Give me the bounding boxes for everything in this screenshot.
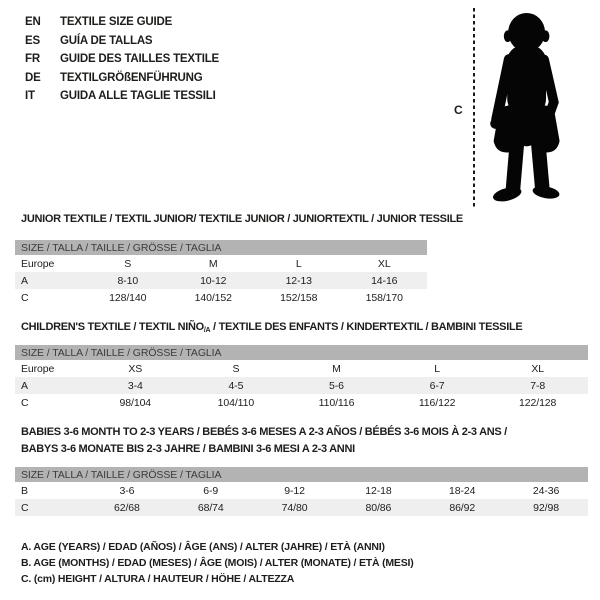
language-code: IT [25,90,35,102]
language-label: TEXTILE SIZE GUIDE [60,16,173,28]
age-cell: 4-5 [228,379,244,392]
size-cell: S [124,257,132,270]
age-cell: 12-13 [285,274,312,287]
footnote-a: A. AGE (YEARS) / EDAD (AÑOS) / ÂGE (ANS) / ALTER (JAHRE) / ETÀ (ANNI) [21,541,385,553]
babies-title-line1: BABIES 3-6 MONTH TO 2-3 YEARS / BEBÉS 3-6 MESES A 2-3 AÑOS / BÉBÉS 3-6 MOIS À 2-3 ANS / [21,426,507,438]
language-code: DE [25,71,41,84]
babies-size-table [15,467,588,516]
age-cell: 10-12 [200,274,227,287]
height-cell: 116/122 [418,396,456,409]
size-cell: S [232,362,240,375]
age-cell: 7-8 [530,379,546,392]
language-row-fr [25,50,219,69]
height-cell: 86/92 [449,501,476,514]
height-cell: 158/170 [365,291,403,304]
language-code: ES [25,34,40,47]
title-text: CHILDREN'S TEXTILE / TEXTIL NIÑO [21,321,204,333]
age-cell: 24-36 [532,484,560,497]
footnote-legend [21,539,414,587]
children-table-title [21,321,522,334]
size-cell: XL [377,257,391,270]
height-measure-label: C [454,103,463,117]
age-cell: 6-9 [203,484,219,497]
language-row-en [25,13,219,32]
row-label: Europe [21,257,55,270]
age-cell: 5-6 [329,379,344,392]
table-row-europe [15,360,588,377]
size-header-row: SIZE / TALLA / TAILLE / GRÖSSE / TAGLIA [15,345,588,360]
title-text: / TEXTILE DES ENFANTS / KINDERTEXTIL / BAMBINI TESSILE [210,321,523,333]
footnote-b: B. AGE (MONTHS) / EDAD (MESES) / ÂGE (MOIS) / ALTER (MONATE) / ETÀ (MESI) [21,557,414,569]
age-cell: 8-10 [117,274,139,287]
size-cell: XS [128,362,143,375]
size-cell: M [332,362,341,375]
language-label: GUIDE DES TAILLES TEXTILE [60,53,219,65]
junior-size-table [15,240,427,306]
age-cell: 12-18 [365,484,392,497]
age-cell: 3-6 [119,484,135,497]
language-label: TEXTILGRÖßENFÜHRUNG [60,71,203,84]
language-row-es [25,32,219,51]
size-header-row: SIZE / TALLA / TAILLE / GRÖSSE / TAGLIA [15,240,427,255]
size-cell: M [208,257,218,270]
height-cell: 62/68 [114,501,140,514]
table-row-age [15,377,588,394]
height-cell: 74/80 [281,501,308,514]
age-cell: 6-7 [429,379,445,392]
height-cell: 140/152 [194,291,232,304]
age-cell: 14-16 [371,274,398,287]
junior-table-title: JUNIOR TEXTILE / TEXTIL JUNIOR/ TEXTILE JUNIOR / JUNIORTEXTIL / JUNIOR TESSILE [21,213,463,225]
row-label: B [21,484,28,497]
babies-title-line2: BABYS 3-6 MONATE BIS 2-3 JAHRE / BAMBINI 3-6 MESI A 2-3 ANNI [21,443,355,455]
row-label: Europe [21,362,55,375]
height-cell: 80/86 [365,501,392,514]
footnote-c: C. (cm) HEIGHT / ALTURA / HAUTEUR / HÖHE / ALTEZZA [21,573,295,585]
title-subscript: /A [203,327,211,334]
table-row-height [15,394,588,411]
language-list [25,13,219,106]
height-cell: 152/158 [280,291,318,304]
height-cell: 68/74 [197,501,224,514]
height-cell: 128/140 [109,291,147,304]
size-cell: L [295,257,302,270]
table-row-height [15,289,427,306]
height-cell: 92/98 [533,501,559,514]
row-label: C [21,291,29,304]
language-label: GUÍA DE TALLAS [60,34,153,47]
height-cell: 110/116 [318,396,355,409]
table-row-age [15,272,427,289]
language-label: GUIDA ALLE TAGLIE TESSILI [60,90,216,102]
table-row-europe [15,255,427,272]
height-cell: 104/110 [217,396,255,409]
table-row-height [15,499,588,516]
size-cell: XL [531,362,544,375]
language-code: EN [25,16,41,28]
language-code: FR [25,53,40,65]
height-dashed-line [473,8,475,209]
row-label: A [21,274,28,287]
baby-silhouette-icon [482,9,579,208]
size-cell: L [434,362,440,375]
height-cell: 98/104 [119,396,152,409]
age-cell: 9-12 [284,484,305,497]
children-size-table [15,345,588,411]
language-row-de [25,69,219,88]
size-header-row: SIZE / TALLA / TAILLE / GRÖSSE / TAGLIA [15,467,588,482]
row-label: A [21,379,28,392]
age-cell: 3-4 [127,379,143,392]
table-row-age-months [15,482,588,499]
row-label: C [21,501,29,514]
babies-table-title [21,424,507,458]
row-label: C [21,396,29,409]
language-row-it [25,87,219,106]
height-cell: 122/128 [519,396,557,409]
age-cell: 18-24 [449,484,476,497]
